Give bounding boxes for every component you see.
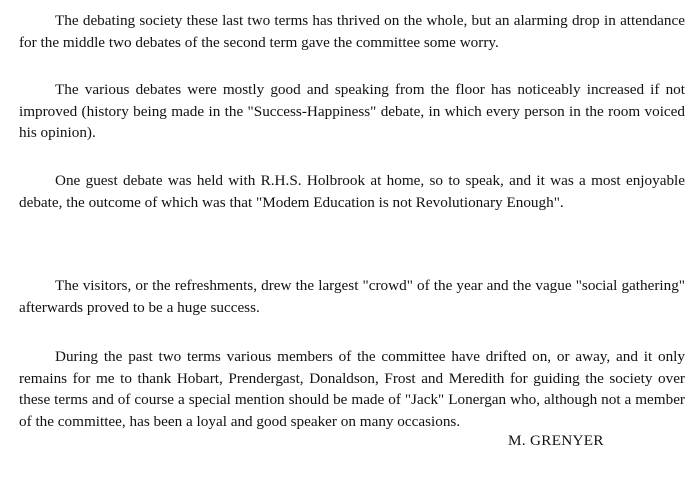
paragraph-attendance: The debating society these last two terms has thrived on the whole, but an alarming drop in attendance for the middle two debates of the second term gave the committee some worry. xyxy=(19,12,685,51)
author-signature: M. GRENYER xyxy=(508,432,604,449)
paragraph-visitors: The visitors, or the refreshments, drew the largest "crowd" of the year and the vague "social gathering" afterwards proved to be a huge success. xyxy=(19,277,685,316)
paragraph-guest-debate: One guest debate was held with R.H.S. Holbrook at home, so to speak, and it was a most enjoyable debate, the outcome of which was that "Modem Education is not Revolutionary Enough". xyxy=(19,172,685,211)
paragraph-debates-quality: The various debates were mostly good and speaking from the floor has noticeably increased if not improved (history being made in the "Success-Happiness" debate, in which every person in the room voiced his opinion). xyxy=(19,81,685,141)
paragraph-thanks: During the past two terms various members of the committee have drifted on, or away, and it only remains for me to thank Hobart, Prendergast, Donaldson, Frost and Meredith for guiding the society over these terms and of course a special mention should be made of "Jack" Lonergan who, although not a member of the committee, has been a loyal and good speaker on many occasions. xyxy=(19,348,685,430)
